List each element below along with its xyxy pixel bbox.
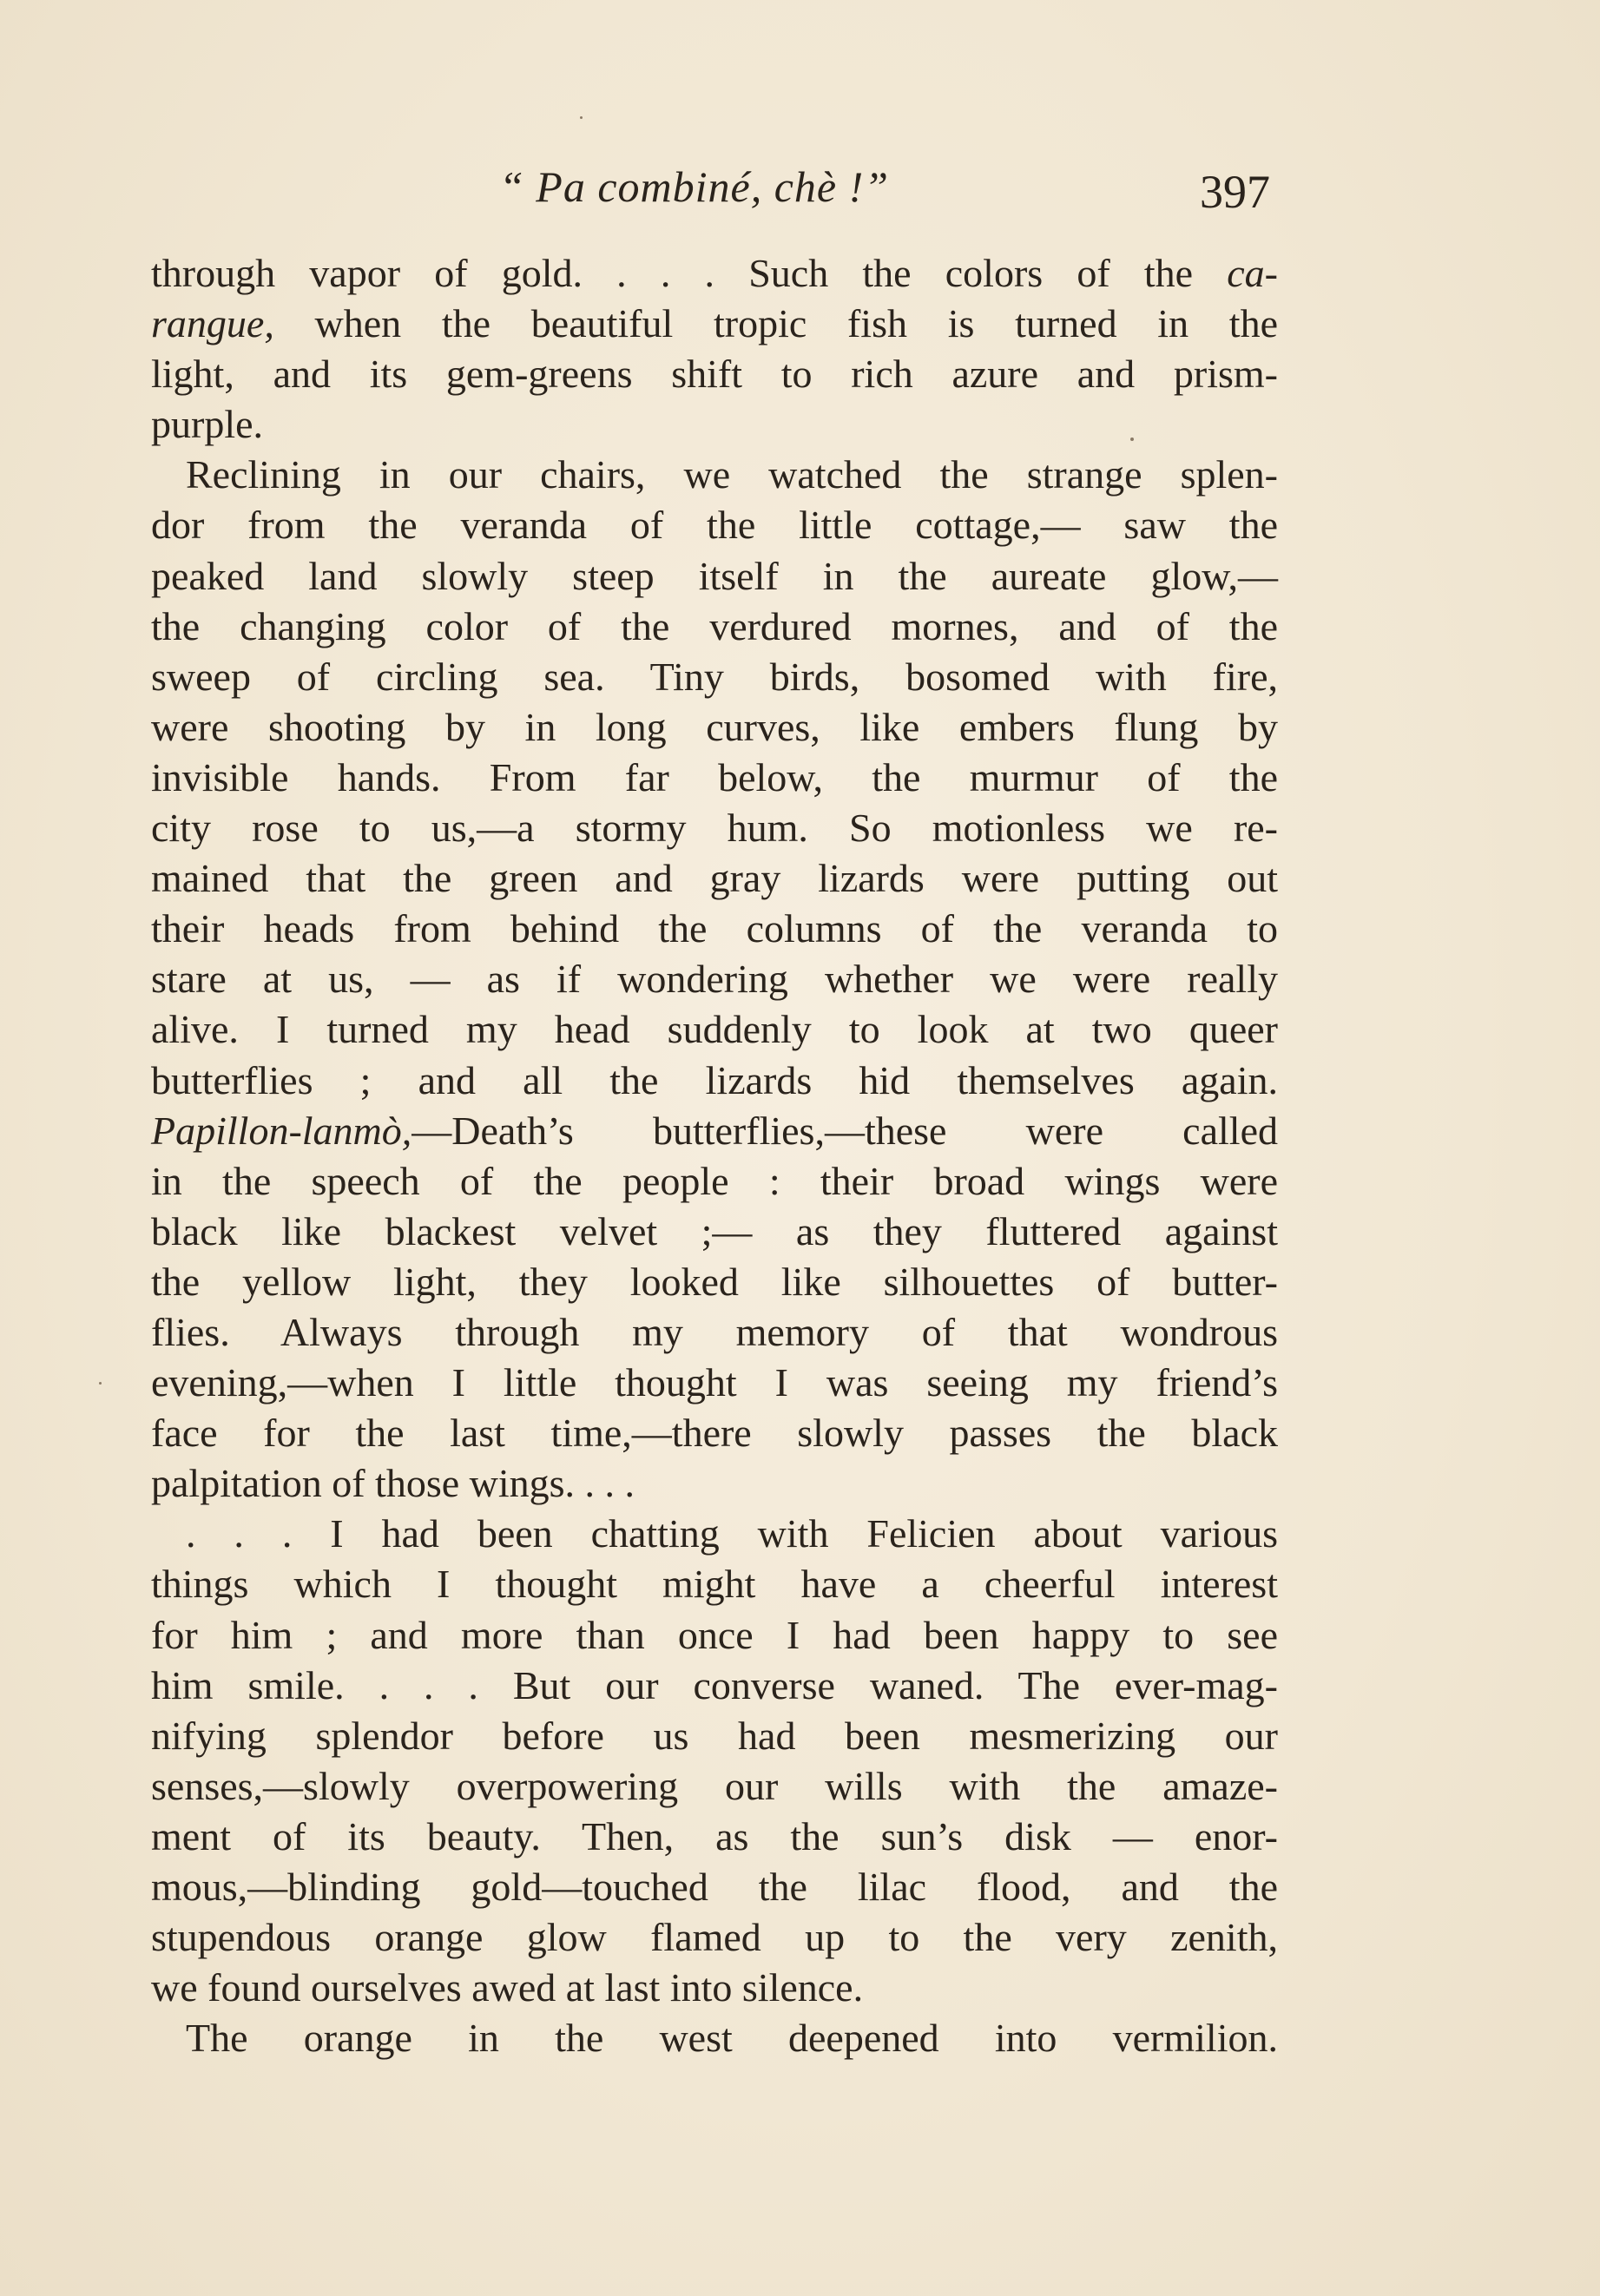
text-line: black like blackest velvet ;— as they fluttered against	[151, 1208, 1278, 1253]
page-number: 397	[1200, 166, 1270, 218]
text-line: dor from the veranda of the little cottage,— saw the	[151, 503, 1278, 548]
text-line: invisible hands. From far below, the murmur of the	[151, 754, 1278, 799]
text-line: stupendous orange glow flamed up to the very zenith,	[151, 1915, 1278, 1960]
text-line: Papillon-lanmò,—Death’s butterflies,—these were called	[151, 1108, 1278, 1153]
body-text	[151, 248, 1278, 2063]
text-line: we found ourselves awed at last into silence.	[151, 1965, 864, 2010]
paper-speck	[99, 1382, 102, 1385]
text-line: palpitation of those wings. . . .	[151, 1461, 635, 1506]
text-line: mained that the green and gray lizards were putting out	[151, 856, 1278, 901]
text-line: were shooting by in long curves, like embers flung by	[151, 704, 1278, 749]
text-line: The orange in the west deepened into vermilion.	[186, 2016, 1278, 2061]
text-line: in the speech of the people : their broad wings were	[151, 1158, 1278, 1203]
text-line: senses,—slowly overpowering our wills with the amaze-	[151, 1763, 1278, 1808]
text-line: . . . I had been chatting with Felicien about various	[186, 1511, 1278, 1556]
paper-speck	[580, 116, 583, 119]
page-header	[0, 161, 1600, 222]
text-line: butterflies ; and all the lizards hid themselves again.	[151, 1057, 1278, 1102]
text-line: the changing color of the verdured mornes, and of the	[151, 603, 1278, 648]
text-line: ment of its beauty. Then, as the sun’s disk — enor-	[151, 1813, 1278, 1859]
text-line: the yellow light, they looked like silhouettes of butter-	[151, 1259, 1278, 1304]
text-line: evening,—when I little thought I was seeing my friend’s	[151, 1360, 1278, 1405]
text-line: stare at us, — as if wondering whether we were really	[151, 957, 1278, 1002]
text-line: peaked land slowly steep itself in the aureate glow,—	[151, 553, 1278, 598]
paper-speck	[1130, 437, 1134, 441]
text-line: things which I thought might have a cheerful interest	[151, 1562, 1278, 1607]
text-line: nifying splendor before us had been mesmerizing our	[151, 1713, 1278, 1758]
text-line: Reclining in our chairs, we watched the strange splen-	[186, 452, 1278, 497]
text-line: their heads from behind the columns of the veranda to	[151, 906, 1278, 951]
text-line: rangue, when the beautiful tropic fish is turned in the	[151, 301, 1278, 346]
running-title: “ Pa combiné, chè !”	[499, 162, 890, 211]
text-line: light, and its gem-greens shift to rich azure and prism-	[151, 352, 1278, 397]
text-line: city rose to us,—a stormy hum. So motionless we re-	[151, 806, 1278, 851]
text-line: mous,—blinding gold—touched the lilac flood, and the	[151, 1865, 1278, 1909]
text-line: sweep of circling sea. Tiny birds, bosomed with fire,	[151, 654, 1278, 699]
text-line: face for the last time,—there slowly passes the black	[151, 1411, 1278, 1456]
text-line: for him ; and more than once I had been happy to see	[151, 1612, 1278, 1657]
text-line: alive. I turned my head suddenly to look at two queer	[151, 1007, 1278, 1052]
text-line: purple.	[151, 402, 264, 447]
text-line: through vapor of gold. . . . Such the colors of the ca-	[151, 251, 1278, 295]
text-line: him smile. . . . But our converse waned. The ever-mag-	[151, 1662, 1278, 1707]
text-line: flies. Always through my memory of that wondrous	[151, 1309, 1278, 1354]
